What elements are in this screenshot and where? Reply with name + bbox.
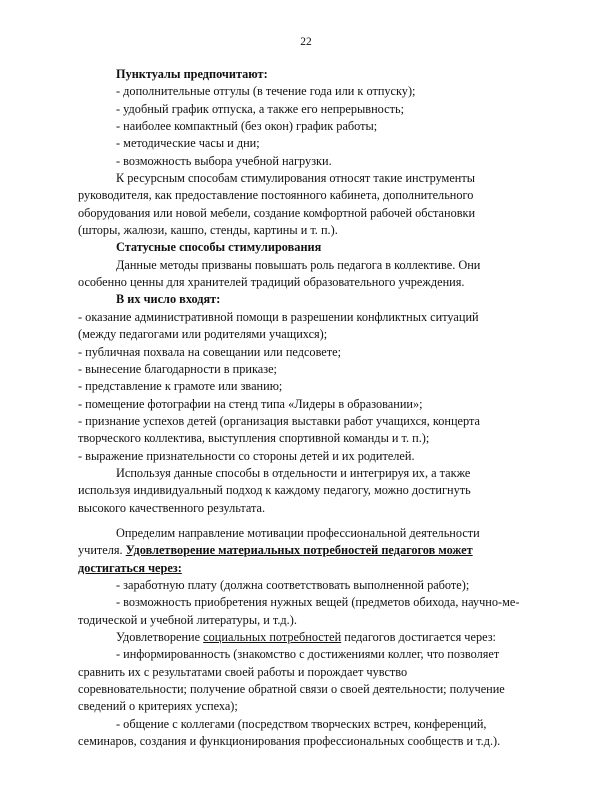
text-line: - выражение признательности со стороны детей и их родителей. bbox=[78, 448, 415, 463]
text-line: - информированность (знакомство с достижениями коллег, что позволяет bbox=[116, 647, 500, 662]
text-line: Пунктуалы предпочитают: bbox=[116, 67, 268, 81]
text-line: используя индивидуальный подход к каждому педагогу, можно достигнуть bbox=[78, 483, 471, 498]
text-line: особенно ценны для хранителей традиций образовательного учреждения. bbox=[78, 275, 465, 290]
text-line: (между педагогами или родителями учащихся); bbox=[78, 327, 328, 342]
text-line: Данные методы призваны повышать роль педагога в коллективе. Они bbox=[116, 257, 481, 272]
text-line: достигаться через: bbox=[78, 560, 182, 575]
text-line: - признание успехов детей (организация выставки работ учащихся, концерта bbox=[78, 413, 480, 428]
text-line: - возможность приобретения нужных вещей (предметов обихода, научно-ме- bbox=[116, 595, 520, 610]
text-line: сведений о критериях успеха); bbox=[78, 699, 238, 714]
text-line: - оказание административной помощи в разрешении конфликтных ситуаций bbox=[78, 309, 479, 324]
text-line: - помещение фотографии на стенд типа «Лидеры в образовании»; bbox=[78, 396, 423, 411]
text-line: высокого качественного результата. bbox=[78, 500, 266, 515]
text-line: - удобный график отпуска, а также его непрерывность; bbox=[116, 101, 404, 116]
text-line: - методические часы и дни; bbox=[116, 136, 260, 151]
text-line: - общение с коллегами (посредством творческих встреч, конференций, bbox=[116, 716, 487, 731]
text-line bbox=[78, 629, 548, 646]
text-segment: Удовлетворение bbox=[116, 630, 204, 644]
text-line: - наиболее компактный (без окон) график работы; bbox=[116, 119, 378, 134]
text-line: соревновательности; получение обратной связи о своей деятельности; получение bbox=[78, 682, 505, 697]
text-line: - дополнительные отгулы (в течение года или к отпуску); bbox=[116, 84, 416, 99]
text-line: - публичная похвала на совещании или педсовете; bbox=[78, 344, 342, 359]
text-line bbox=[78, 542, 548, 559]
text-segment: педагогов достигается через: bbox=[341, 630, 496, 644]
body-text bbox=[78, 66, 548, 750]
text-line: творческого коллектива, выступления спортивной команды и т. п.); bbox=[78, 431, 430, 446]
text-line: тодической и учебной литературы, и т.д.). bbox=[78, 612, 297, 627]
text-line: В их число входят: bbox=[116, 292, 221, 307]
text-line: (шторы, жалюзи, кашпо, стенды, картины и т. п.). bbox=[78, 223, 338, 238]
text-line: - заработную плату (должна соответствовать выполненной работе); bbox=[116, 577, 470, 592]
page-number: 22 bbox=[300, 36, 312, 48]
text-segment: Удовлетворение материальных потребностей педагогов может bbox=[125, 543, 473, 558]
text-line: Используя данные способы в отдельности и интегрируя их, а также bbox=[116, 465, 471, 480]
text-line: - возможность выбора учебной нагрузки. bbox=[116, 153, 332, 168]
text-line: - вынесение благодарности в приказе; bbox=[78, 361, 277, 376]
text-line: сравнить их с результатами своей работы и порождает чувство bbox=[78, 664, 408, 679]
text-line: семинаров, создания и функционирования профессиональных сообществ и т.д.). bbox=[78, 734, 501, 749]
text-line: Статусные способы стимулирования bbox=[116, 240, 322, 255]
text-line: К ресурсным способам стимулирования относят такие инструменты bbox=[116, 171, 476, 186]
text-line: - представление к грамоте или званию; bbox=[78, 379, 283, 394]
text-line: руководителя, как предоставление постоянного кабинета, дополнительного bbox=[78, 188, 474, 203]
text-segment: социальных потребностей bbox=[203, 630, 342, 644]
text-line: Определим направление мотивации профессиональной деятельности bbox=[116, 525, 480, 540]
text-line: оборудования или новой мебели, создание комфортной рабочей обстановки bbox=[78, 205, 476, 220]
text-segment: учителя. bbox=[78, 543, 126, 558]
